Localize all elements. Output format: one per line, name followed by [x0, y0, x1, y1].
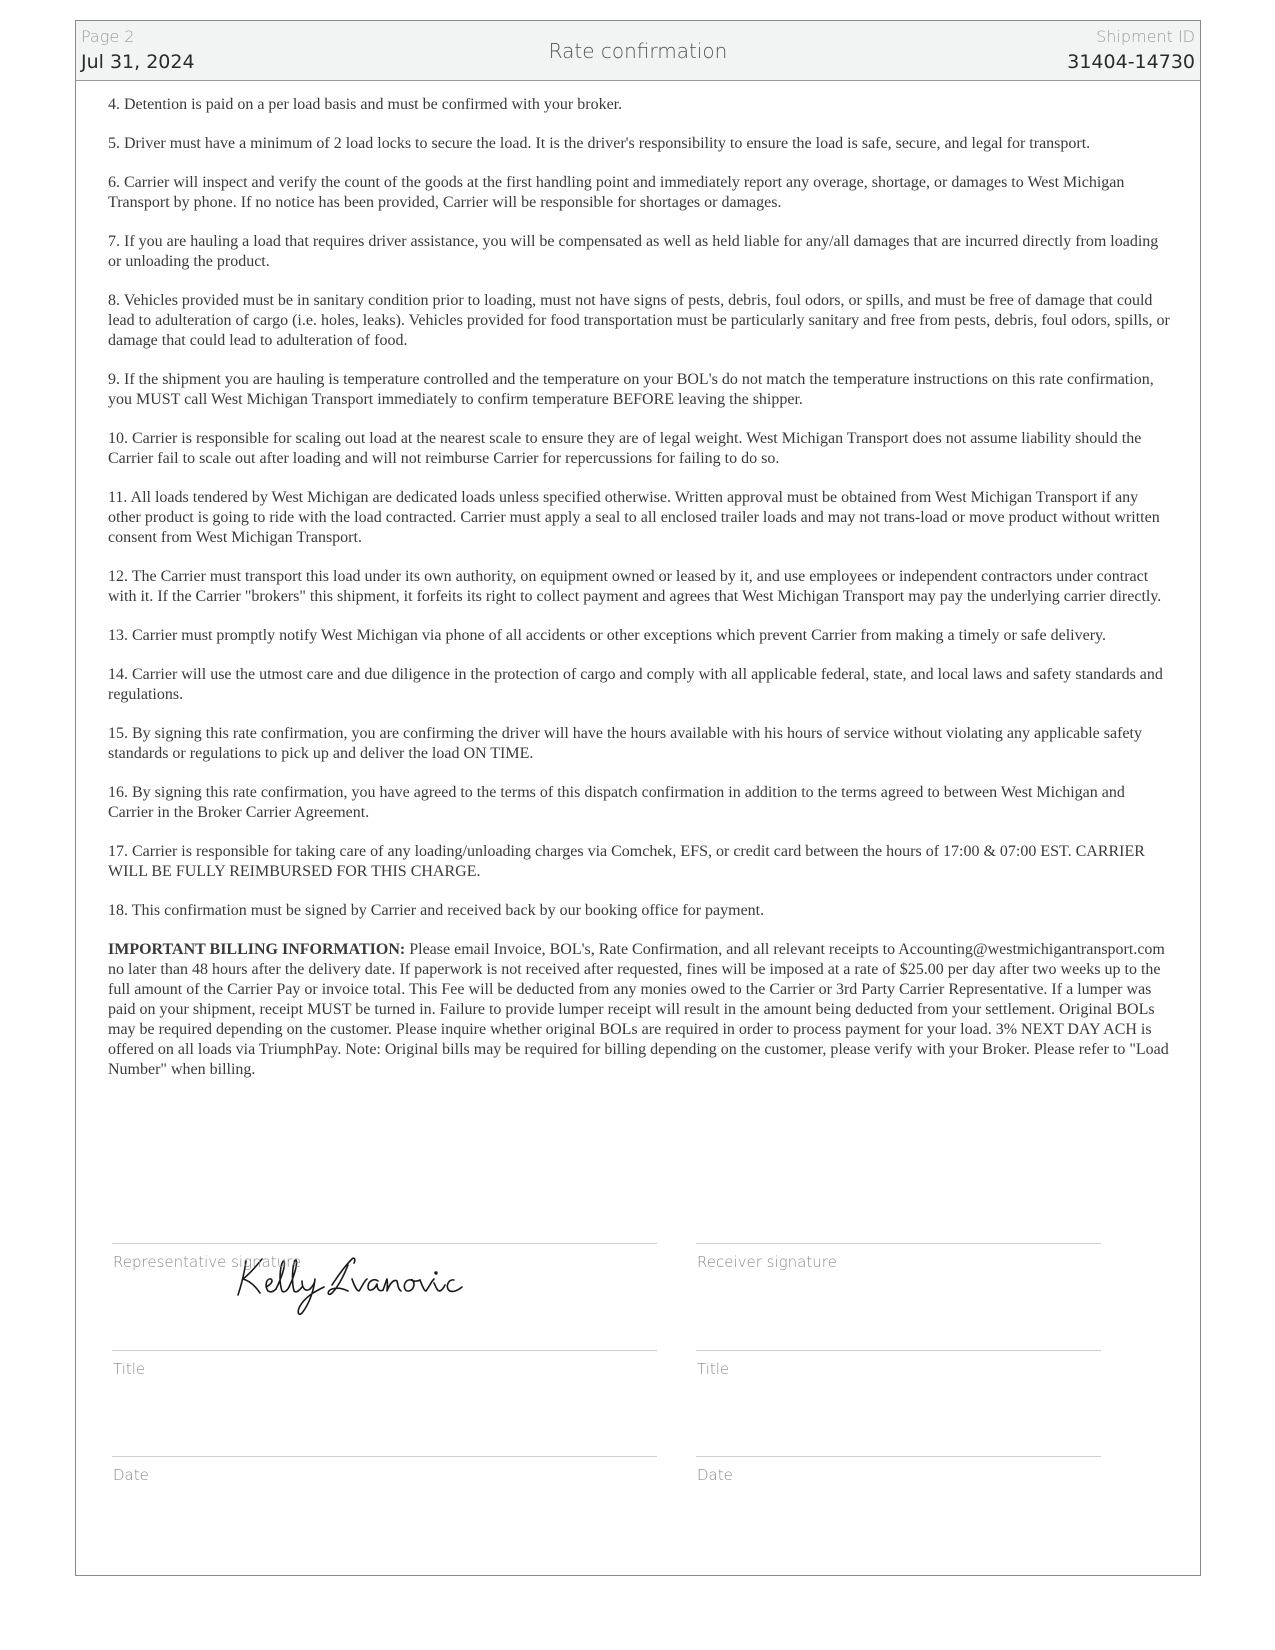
receiver-title-line: [696, 1350, 1101, 1351]
representative-title-label: Title: [113, 1360, 146, 1378]
representative-title-line: [112, 1350, 657, 1351]
representative-signature-line: [112, 1243, 657, 1244]
term-item: 16. By signing this rate confirmation, you have agreed to the terms of this dispatch confirmation in addition to the terms agreed to between West Michigan and Carrier in the Broker Carrier Agreement.: [108, 784, 1125, 821]
term-item: 15. By signing this rate confirmation, you are confirming the driver will have the hours available with his hours of service without violating any applicable safety standards or regulations to pick up and deliver the load ON TIME.: [108, 725, 1142, 762]
term-item: 18. This confirmation must be signed by Carrier and received back by our booking office for payment.: [108, 902, 765, 919]
document-page: [75, 20, 1201, 1576]
term-item: 10. Carrier is responsible for scaling out load at the nearest scale to ensure they are of legal weight. West Michigan Transport does not assume liability should the Carrier fail to scale out after loading and will not reimburse Carrier for repercussions for failing to do so.: [108, 430, 1142, 467]
term-item: 7. If you are hauling a load that requires driver assistance, you will be compensated as well as held liable for any/all damages that are incurred directly from loading or unloading the product.: [108, 233, 1159, 270]
receiver-title-label: Title: [697, 1360, 730, 1378]
document-title: Rate confirmation: [548, 39, 728, 63]
term-item: 4. Detention is paid on a per load basis and must be confirmed with your broker.: [108, 96, 623, 113]
term-item: 6. Carrier will inspect and verify the count of the goods at the first handling point and immediately report any overage, shortage, or damages to West Michigan Transport by phone. If no notice has been provided, Carrier will be responsible for shortages or damages.: [108, 174, 1125, 211]
term-item: 11. All loads tendered by West Michigan are dedicated loads unless specified otherwise. Written approval must be obtained from West Michigan Transport if any other product is going to ride with the load contracted. Carrier must apply a seal to all enclosed trailer loads and may not trans-load or move product without written consent from West Michigan Transport.: [108, 489, 1160, 546]
receiver-signature-label: Receiver signature: [697, 1253, 837, 1271]
term-item: 5. Driver must have a minimum of 2 load locks to secure the load. It is the driver's responsibility to ensure the load is safe, secure, and legal for transport.: [108, 135, 1091, 152]
representative-date-line: [112, 1456, 657, 1457]
signature-section: [76, 21, 1200, 1575]
page-number: Page 2: [81, 27, 135, 46]
term-item: 8. Vehicles provided must be in sanitary condition prior to loading, must not have signs of pests, debris, foul odors, or spills, and must be free of damage that could lead to adulteration of cargo (i.e. holes, leaks). Vehicles provided for food transportation must be particularly sanitary and free from pests, debris, foul odors, spills, or damage that could lead to adulteration of food.: [108, 292, 1170, 349]
term-item: 13. Carrier must promptly notify West Michigan via phone of all accidents or other exceptions which prevent Carrier from making a timely or safe delivery.: [108, 627, 1106, 644]
term-item: 9. If the shipment you are hauling is temperature controlled and the temperature on your BOL's do not match the temperature instructions on this rate confirmation, you MUST call West Michigan Transport immediately to confirm temperature BEFORE leaving the shipper.: [108, 371, 1154, 408]
shipment-id: 31404-14730: [1067, 51, 1195, 73]
receiver-signature-line: [696, 1243, 1101, 1244]
representative-signature-label: Representative signature: [113, 1253, 302, 1271]
billing-text: Please email Invoice, BOL's, Rate Confirmation, and all relevant receipts to Accounting@westmichigantransport.com no later than 48 hours after the delivery date. If paperwork is not received after requested, fines will be imposed at a rate of $25.00 per day after two weeks up to the full amount of the Carrier Pay or invoice total. This Fee will be deducted from any monies owed to the Carrier or 3rd Party Carrier Representative. If a lumper was paid on your shipment, receipt MUST be turned in. Failure to provide lumper receipt will result in the amount being deducted from your settlement. Original BOLs may be required depending on the customer. Please inquire whether original BOLs are required in order to process payment for your load. 3% NEXT DAY ACH is offered on all loads via TriumphPay. Note: Original bills may be required for billing depending on the customer, please verify with your Broker. Please refer to "Load Number" when billing.: [108, 941, 1169, 1078]
term-item: 14. Carrier will use the utmost care and due diligence in the protection of cargo and comply with all applicable federal, state, and local laws and safety standards and regulations.: [108, 666, 1163, 703]
document-date: Jul 31, 2024: [81, 51, 195, 73]
billing-heading: IMPORTANT BILLING INFORMATION:: [108, 941, 406, 958]
receiver-date-line: [696, 1456, 1101, 1457]
term-item: 17. Carrier is responsible for taking care of any loading/unloading charges via Comchek, EFS, or credit card between the hours of 17:00 & 07:00 EST. CARRIER WILL BE FULLY REIMBURSED FOR THIS CHARGE.: [108, 843, 1145, 880]
term-item: 12. The Carrier must transport this load under its own authority, on equipment owned or leased by it, and use employees or independent contractors under contract with it. If the Carrier "brokers" this shipment, it forfeits its right to collect payment and agrees that West Michigan Transport may pay the underlying carrier directly.: [108, 568, 1162, 605]
receiver-date-label: Date: [697, 1466, 733, 1484]
shipment-id-label: Shipment ID: [1096, 27, 1195, 46]
representative-date-label: Date: [113, 1466, 149, 1484]
